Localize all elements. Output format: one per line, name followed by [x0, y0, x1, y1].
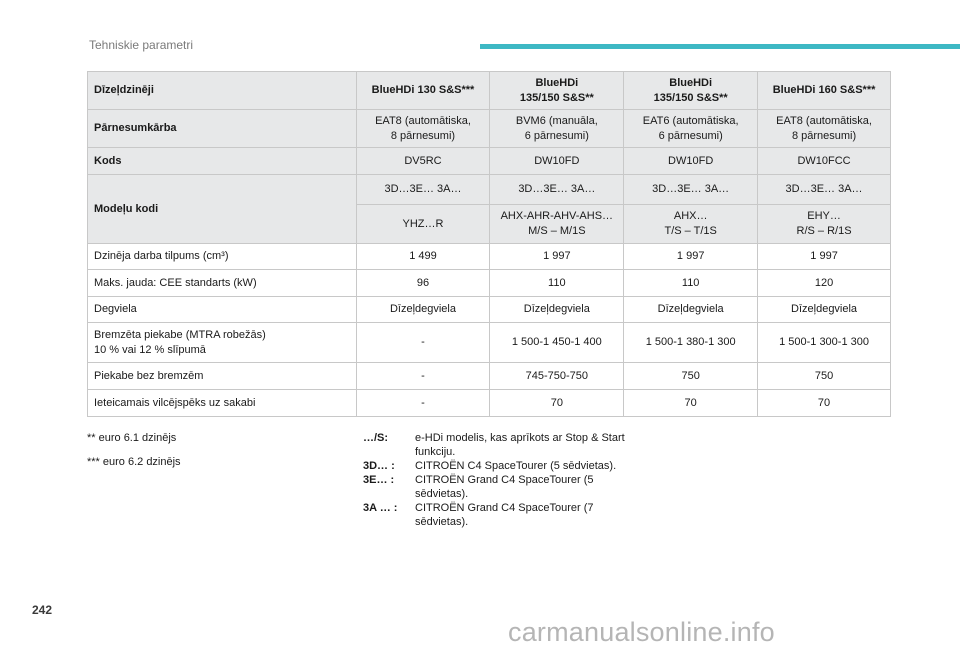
table-cell: 96 — [356, 270, 490, 297]
table-row — [88, 390, 891, 417]
table-cell: 1 997 — [758, 244, 891, 270]
table-cell: AHX… T/S – T/1S — [624, 205, 758, 244]
table-cell: 110 — [490, 270, 624, 297]
row-label: Piekabe bez bremzēm — [88, 363, 357, 390]
table-row — [88, 323, 891, 363]
row-label: Maks. jauda: CEE standarts (kW) — [88, 270, 357, 297]
legend-key: 3D… : — [363, 460, 395, 472]
legend-value: CITROËN C4 SpaceTourer (5 sēdvietas). — [415, 460, 617, 472]
table-cell: 3D…3E… 3A… — [758, 175, 891, 205]
table-row — [88, 148, 891, 175]
table-cell: EHY… R/S – R/1S — [758, 205, 891, 244]
table-cell: BVM6 (manuāla, 6 pārnesumi) — [490, 110, 624, 148]
table-cell: EAT8 (automātiska, 8 pārnesumi) — [356, 110, 490, 148]
row-label: Dzinēja darba tilpums (cm³) — [88, 244, 357, 270]
legend-key: …/S: — [363, 432, 389, 444]
section-title: Tehniskie parametri — [89, 38, 194, 52]
row-label: Ieteicamais vilcējspēks uz sakabi — [88, 390, 357, 417]
table-cell: DW10FD — [490, 148, 624, 175]
table-cell: 3D…3E… 3A… — [624, 175, 758, 205]
table-row — [88, 244, 891, 270]
table-cell: - — [356, 363, 490, 390]
table-cell: Dīzeļdegviela — [758, 297, 891, 323]
table-cell: EAT8 (automātiska, 8 pārnesumi) — [758, 110, 891, 148]
table-cell: 1 997 — [624, 244, 758, 270]
row-label: Pārnesumkārba — [88, 110, 357, 148]
table-cell: DV5RC — [356, 148, 490, 175]
table-cell: 1 500-1 300-1 300 — [758, 323, 891, 363]
table-cell: 120 — [758, 270, 891, 297]
row-label: Kods — [88, 148, 357, 175]
table-cell: Dīzeļdegviela — [356, 297, 490, 323]
table-cell: 750 — [624, 363, 758, 390]
header-cell: BlueHDi 135/150 S&S** — [624, 72, 758, 110]
table-cell: 70 — [758, 390, 891, 417]
table-cell: AHX-AHR-AHV-AHS… M/S – M/1S — [490, 205, 624, 244]
table-cell: 1 500-1 450-1 400 — [490, 323, 624, 363]
table-cell: Dīzeļdegviela — [490, 297, 624, 323]
legend-value: e-HDi modelis, kas aprīkots ar Stop & Start funkciju. — [415, 432, 625, 458]
table-cell: YHZ…R — [356, 205, 490, 244]
header-accent-bar — [480, 44, 960, 49]
footnote-euro61: ** euro 6.1 dzinējs — [87, 432, 177, 444]
table-cell: DW10FCC — [758, 148, 891, 175]
legend-item — [363, 459, 625, 473]
table-cell: - — [356, 390, 490, 417]
table-cell: EAT6 (automātiska, 6 pārnesumi) — [624, 110, 758, 148]
legend-value: CITROËN Grand C4 SpaceTourer (7 sēdvietas). — [415, 502, 594, 528]
legend-key: 3E… : — [363, 474, 395, 486]
table-row — [88, 110, 891, 148]
watermark-text: carmanualsonline.info — [508, 617, 775, 647]
legend-item — [363, 473, 625, 501]
row-label: Degviela — [88, 297, 357, 323]
table-cell: Dīzeļdegviela — [624, 297, 758, 323]
legend-item — [363, 501, 625, 529]
table-cell: DW10FD — [624, 148, 758, 175]
table-row — [88, 270, 891, 297]
table-cell: - — [356, 323, 490, 363]
footnote-euro62: *** euro 6.2 dzinējs — [87, 456, 181, 468]
table-cell: 3D…3E… 3A… — [356, 175, 490, 205]
table-cell: 745-750-750 — [490, 363, 624, 390]
table-cell: 1 499 — [356, 244, 490, 270]
table-row — [88, 363, 891, 390]
legend-value: CITROËN Grand C4 SpaceTourer (5 sēdvietas). — [415, 474, 594, 500]
table-header-row — [88, 72, 891, 110]
table-cell: 3D…3E… 3A… — [490, 175, 624, 205]
table-row — [88, 175, 891, 205]
header-cell: BlueHDi 160 S&S*** — [758, 72, 891, 110]
table-cell: 750 — [758, 363, 891, 390]
legend-key: 3A … : — [363, 502, 398, 514]
table-row — [88, 297, 891, 323]
header-cell: BlueHDi 130 S&S*** — [356, 72, 490, 110]
table-cell: 110 — [624, 270, 758, 297]
page-number: 242 — [32, 603, 53, 617]
legend-item — [363, 431, 625, 459]
table-cell: 70 — [490, 390, 624, 417]
row-label: Modeļu kodi — [88, 175, 357, 244]
table-cell: 1 500-1 380-1 300 — [624, 323, 758, 363]
header-cell: Dīzeļdzinēji — [88, 72, 357, 110]
model-code-legend — [363, 431, 625, 529]
header-cell: BlueHDi 135/150 S&S** — [490, 72, 624, 110]
table-cell: 1 997 — [490, 244, 624, 270]
row-label: Bremzēta piekabe (MTRA robežās) 10 % vai 12 % slīpumā — [88, 323, 357, 363]
table-cell: 70 — [624, 390, 758, 417]
engine-spec-table — [87, 71, 891, 417]
